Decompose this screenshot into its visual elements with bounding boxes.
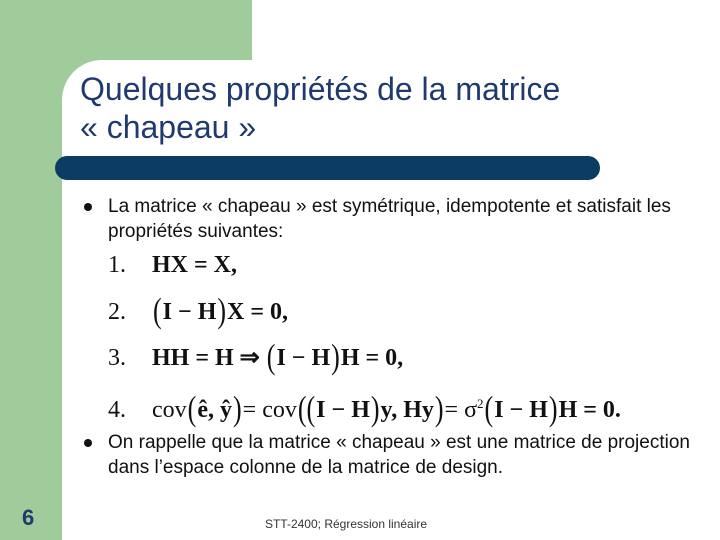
title-underline-bar [55, 156, 600, 180]
equation-2-part-a: I − H [162, 299, 217, 325]
equation-4: 4. cov(ê, ŷ)= cov((I − H)y, $Hy)= \sigma^2(I - H)H = 0$. [108, 388, 621, 428]
equation-1 [108, 252, 237, 279]
bullet-dot-2 [84, 439, 92, 447]
equation-2: 2. (I − H)X = 0, [108, 290, 289, 330]
equation-4-args-2: y, Hy [380, 397, 434, 423]
equation-number-2: 2. [108, 299, 126, 325]
equation-3: 3. HH = H ⇒ (I − H)H = 0, [108, 336, 404, 376]
equation-4-sigma: = σ [444, 397, 478, 423]
slide-footer: STT-2400; Régression linéaire [264, 517, 428, 531]
slide-number: 6 [22, 505, 35, 530]
equation-3-part-c: H = 0, [340, 345, 404, 371]
equation-3-part-a: HH = H ⇒ [152, 345, 260, 371]
bullet-dot-1 [84, 203, 92, 211]
slide-title-line-1: Quelques propriétés de la matrice [80, 71, 561, 107]
bullet-text-2: On rappelle que la matrice « chapeau » est une matrice de projection dans l’espace colonne de la matrice de design. [108, 432, 690, 478]
equation-1-body: HX = X, [152, 252, 238, 278]
bullet-text-1: La matrice « chapeau » est symétrique, idempotente et satisfait les propriétés suivantes: [108, 196, 671, 242]
equation-number-4: 4. [108, 397, 126, 423]
equation-4-cov-2: = cov [242, 397, 297, 423]
equation-4-i-minus-h: I − H [316, 397, 370, 423]
equation-4-i-minus-h-2: I − H [494, 397, 548, 423]
equation-4-sigma-exponent: 2 [477, 396, 484, 411]
equation-number-1: 1. [108, 252, 126, 278]
equation-2-part-b: X = 0, [227, 299, 289, 325]
equation-number-3: 3. [108, 345, 126, 371]
equation-4-cov: cov [152, 397, 187, 423]
equation-4-args: ê, ŷ [197, 397, 232, 423]
slide-title [80, 70, 700, 146]
equation-4-result: H = 0. [558, 397, 621, 423]
slide-title-line-2: « chapeau » [80, 109, 257, 145]
equation-3-part-b: I − H [276, 345, 331, 371]
